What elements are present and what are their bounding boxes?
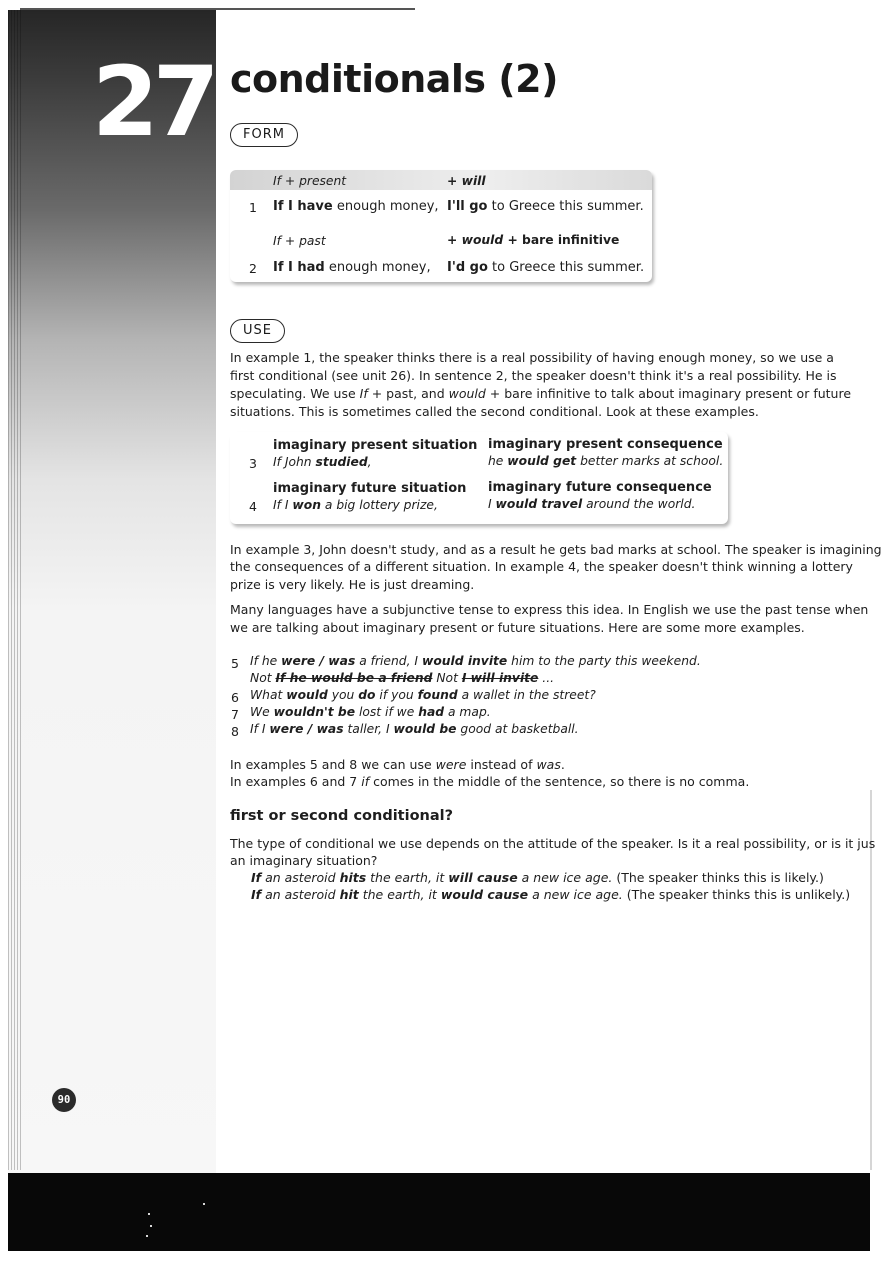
use-table-row3-consequence: he would get better marks at school.: [488, 454, 724, 468]
use-table-head-future-consequence: imaginary future consequence: [488, 480, 712, 495]
page-number-badge: 90: [52, 1088, 76, 1112]
example7-number: 7: [231, 707, 239, 722]
use-paragraph-line: first conditional (see unit 26). In sentence 2, the speaker doesn't think it's a real possibility. He is: [230, 368, 837, 383]
paragraph2-line: the consequences of a different situation. In example 4, the speaker doesn't think winning a lottery: [230, 559, 853, 574]
form-row1-head-right: + will: [447, 174, 486, 188]
unit-number: 27: [92, 46, 214, 158]
use-table-row4-situation: If I won a big lottery prize,: [273, 498, 438, 512]
note-if-position: In examples 6 and 7 if comes in the middle of the sentence, so there is no comma.: [230, 774, 750, 789]
use-table-head-present-situation: imaginary present situation: [273, 438, 478, 453]
use-paragraph-line: In example 1, the speaker thinks there is a real possibility of having enough money, so we use a: [230, 350, 834, 365]
unit-title: conditionals (2): [230, 57, 558, 101]
form-row2-if-clause: If I had enough money,: [273, 260, 431, 275]
use-table-head-present-consequence: imaginary present consequence: [488, 437, 723, 452]
form-row2-head-left: If + past: [273, 234, 326, 248]
form-row2-number: 2: [249, 261, 257, 276]
example5-not-line: Not If he would be a friend Not I will invite ...: [250, 671, 555, 685]
scan-speck: [146, 1235, 148, 1237]
likely-example: If an asteroid hits the earth, it will cause a new ice age. (The speaker thinks this is likely.): [251, 870, 824, 885]
unlikely-example: If an asteroid hit the earth, it would cause a new ice age. (The speaker thinks this is unlikely.): [251, 887, 851, 902]
example6-number: 6: [231, 690, 239, 705]
example5-sentence: If he were / was a friend, I would invite him to the party this weekend.: [250, 654, 701, 668]
form-row1-head-left: If + present: [273, 174, 347, 188]
use-section-label: USE: [230, 319, 285, 343]
paragraph3-line: we are talking about imaginary present or future situations. Here are some more examples.: [230, 620, 805, 635]
paragraph2-line: prize is very likely. He is just dreaming.: [230, 577, 475, 592]
use-table-row3-number: 3: [249, 456, 257, 471]
scan-speck: [150, 1225, 152, 1227]
scan-speck: [148, 1213, 150, 1215]
unit-side-panel: [8, 10, 216, 1175]
use-paragraph-line: situations. This is sometimes called the second conditional. Look at these examples.: [230, 404, 759, 419]
note-were-was: In examples 5 and 8 we can use were instead of was.: [230, 757, 565, 772]
form-section-label: FORM: [230, 123, 298, 147]
use-table-row4-number: 4: [249, 499, 257, 514]
bottom-scan-band: [8, 1173, 870, 1251]
paragraph3-line: Many languages have a subjunctive tense to express this idea. In English we use the past tense when: [230, 602, 869, 617]
use-table-row3-situation: If John studied,: [273, 455, 372, 469]
example5-number: 5: [231, 656, 239, 671]
first-or-second-line: an imaginary situation?: [230, 853, 378, 868]
scan-speck: [203, 1203, 205, 1205]
form-row2-main-clause: I'd go to Greece this summer.: [447, 260, 645, 275]
form-row1-number: 1: [249, 200, 257, 215]
use-table-head-future-situation: imaginary future situation: [273, 481, 467, 496]
form-row1-main-clause: I'll go to Greece this summer.: [447, 199, 644, 214]
form-row1-if-clause: If I have enough money,: [273, 199, 439, 214]
example8-number: 8: [231, 724, 239, 739]
paragraph2-line: In example 3, John doesn't study, and as a result he gets bad marks at school. The speaker is imagining: [230, 542, 882, 557]
example6-sentence: What would you do if you found a wallet in the street?: [250, 688, 596, 702]
use-table-row4-consequence: I would travel around the world.: [488, 497, 696, 511]
use-paragraph-line: speculating. We use If + past, and would + bare infinitive to talk about imaginary present or future: [230, 386, 852, 401]
form-row2-head-right: + would + bare infinitive: [447, 233, 620, 247]
example7-sentence: We wouldn't be lost if we had a map.: [250, 705, 491, 719]
example8-sentence: If I were / was taller, I would be good at basketball.: [250, 722, 579, 736]
first-or-second-line: The type of conditional we use depends on the attitude of the speaker. Is it a real possibility, or is it jus: [230, 836, 876, 851]
first-or-second-heading: first or second conditional?: [230, 808, 454, 824]
binding-shadow: [8, 10, 22, 1170]
